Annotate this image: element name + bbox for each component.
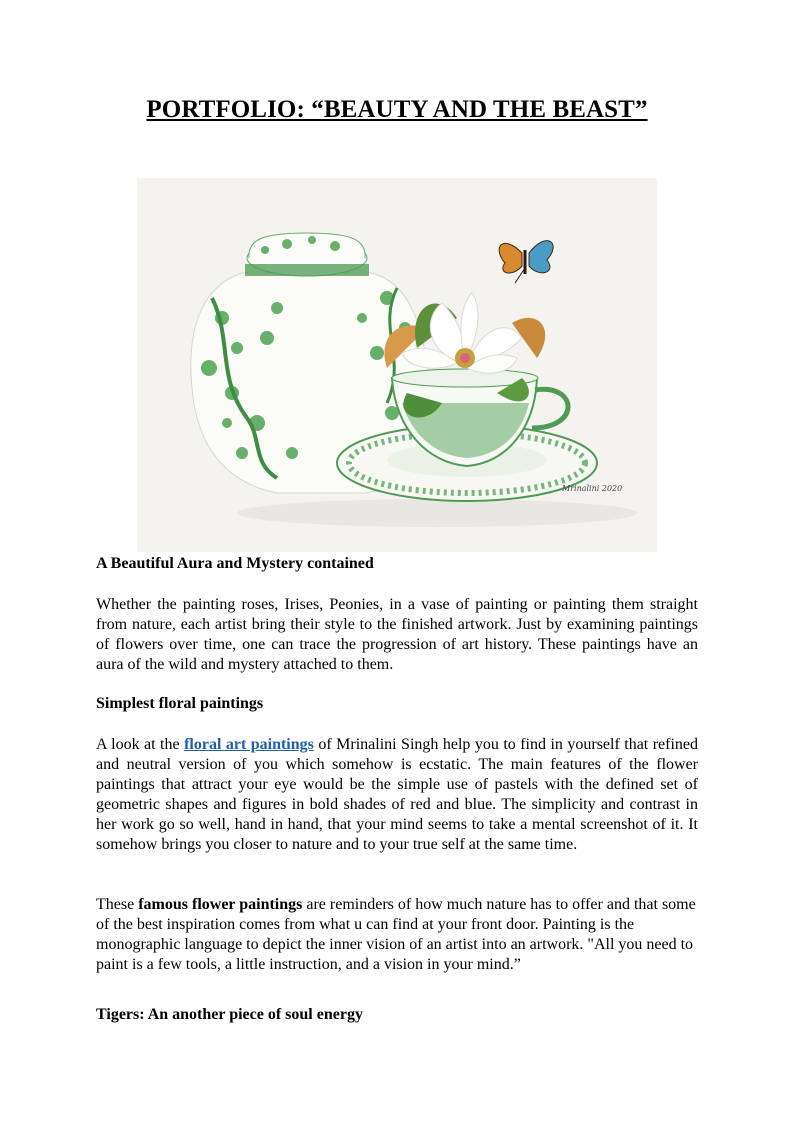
heading-beautiful-aura: A Beautiful Aura and Mystery contained bbox=[96, 555, 374, 572]
artist-signature: Mrinalini 2020 bbox=[562, 484, 623, 493]
heading-simplest-floral: Simplest floral paintings bbox=[96, 695, 264, 712]
paragraph-floral-art bbox=[96, 735, 698, 855]
paragraph-famous-flower-body: are reminders of how much nature has to offer and that some of the best inspiration comes from what u can find at your front door. Painting is the monographic language to depict the inner vision of an artist into an artwork. "All you need to paint is a few tools, a little instruction, and a vision in your mind.” bbox=[96, 896, 696, 973]
heading-tigers: Tigers: An another piece of soul energy bbox=[96, 1006, 363, 1023]
paragraph-famous-flower bbox=[96, 895, 698, 975]
artwork-image bbox=[137, 178, 657, 552]
paragraph-famous-flower-intro: These bbox=[96, 896, 139, 913]
famous-flower-paintings-bold: famous flower paintings bbox=[138, 896, 303, 913]
floral-art-paintings-link[interactable]: floral art paintings bbox=[184, 736, 314, 753]
paragraph-floral-art-intro: A look at the bbox=[96, 736, 185, 753]
page-title: PORTFOLIO: “BEAUTY AND THE BEAST” bbox=[146, 96, 648, 123]
paragraph-floral-art-body: of Mrinalini Singh help you to find in yourself that refined and neutral version of you which somehow is ecstatic. The main features of the flower paintings that attract your eye would be the simple use of pastels with the defined set of geometric shapes and figures in bold shades of red and blue. The simplicity and contrast in her work go so well, hand in hand, that your mind seems to take a mental screenshot of it. It somehow brings you closer to nature and to your true self at the same time. bbox=[96, 736, 699, 853]
paragraph-beautiful-aura: Whether the painting roses, Irises, Peonies, in a vase of painting or painting them straight from nature, each artist bring their style to the finished artwork. Just by examining paintings of flowers over time, one can trace the progression of art history. These paintings have an aura of the wild and mystery attached to them. bbox=[96, 596, 698, 673]
